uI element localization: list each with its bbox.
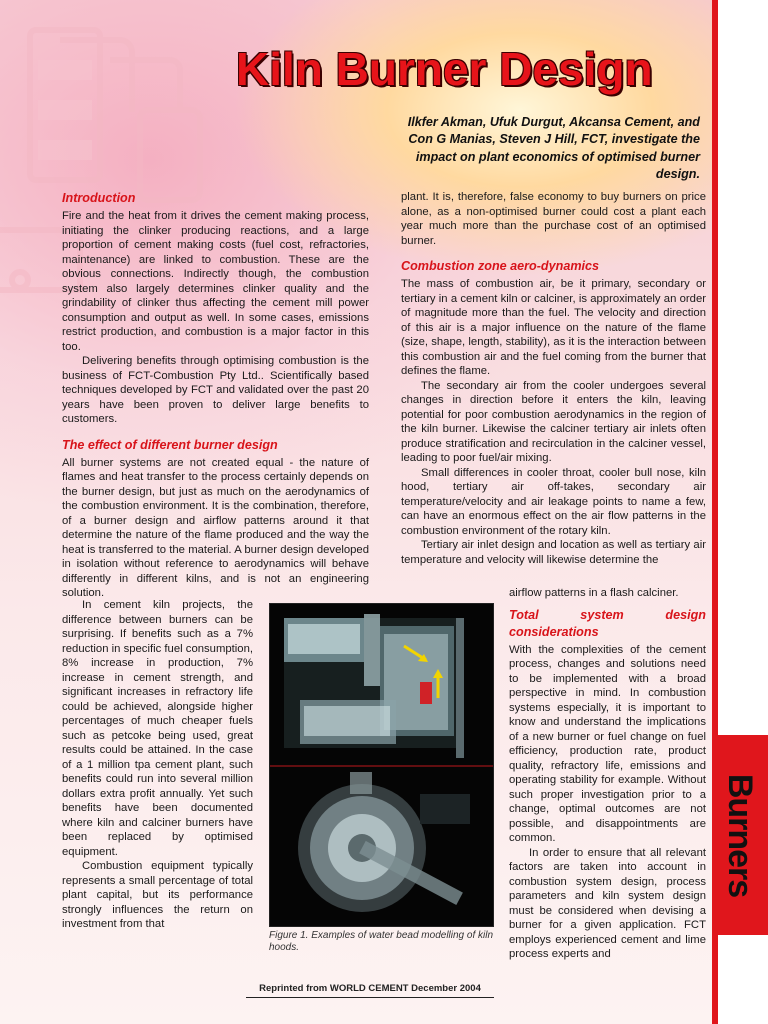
- heading-total-system-design: Total system design considerations: [509, 607, 706, 639]
- kiln-hood-model-illustration: [270, 604, 493, 926]
- footer-prefix: Reprinted from: [259, 983, 328, 994]
- article-standfirst: Ilkfer Akman, Ufuk Durgut, Akcansa Cement, and Con G Manias, Steven J Hill, FCT, investigate the impact on plant economics of optimised burner design.: [407, 115, 700, 181]
- aero-paragraph-4-end: airflow patterns in a flash calciner.: [509, 587, 679, 599]
- aero-paragraph-4: [401, 538, 706, 567]
- intro-paragraph-1: Fire and the heat from it drives the cement making process, initiating the clinker producing reactions, and a large proportion of cement making costs (fuel cost, refractories, maintenance) are linked to combustion. These are the obvious connections. Indirectly though, the combustion system also largely determines clinker quality and the grindability of clinker thus affecting the cement mill power consumption and output as well. In some cases, emissions restrict production, and combustion is a major factor in this too.: [62, 210, 369, 353]
- reprint-footer: [246, 983, 494, 994]
- footer-rule: [246, 997, 494, 998]
- heading-burner-design-effect: The effect of different burner design: [62, 437, 278, 452]
- effect-paragraph-1: All burner systems are not created equal - the nature of flames and heat transfer to the process certainly depends on the burner design, but just as much on the aerodynamics of the combustion environment. It is the combination, therefore, of a burner design and airflow patterns around it that determine the nature of the flame produced and the way the heat is transferred to the material. A burner design developed in isolation without reference to aerodynamics will behave differently in different kilns, and is not an engineering solution.: [62, 456, 369, 599]
- intro-paragraph-2: Delivering benefits through optimising combustion is the business of FCT-Combustion Pty Ltd.. Scientifically based techniques developed by FCT and validated over the past 20 years have been proven to deliver large benefits to customers.: [62, 355, 369, 425]
- effect-paragraph-3: Combustion equipment typically represents a small percentage of total plant capital, but its performance strongly influences the return on investment from that: [62, 860, 253, 930]
- article-title: Kiln Burner Design: [236, 43, 653, 95]
- left-column-upper: [62, 190, 369, 601]
- heading-aerodynamics: Combustion zone aero-dynamics: [401, 259, 600, 273]
- continued-paragraph: plant. It is, therefore, false economy to buy burners on price alone, as a non-optimised burner could cost a plant each year much more than the purchase cost of an optimised burner.: [401, 191, 706, 247]
- section-tab-label: Burners: [721, 773, 760, 897]
- section-tab: [712, 745, 768, 925]
- right-column-upper: [401, 190, 706, 567]
- heading-introduction: Introduction: [62, 191, 136, 205]
- footer-publication: WORLD CEMENT: [329, 983, 409, 994]
- aero-paragraph-4-start: Tertiary air inlet design and location as well as tertiary air temperature and velocity will likewise determine the: [401, 539, 706, 566]
- right-column-lower: [509, 587, 706, 962]
- total-paragraph-1: With the complexities of the cement process, changes and solutions need to be implemented with a broad perspective in mind. In combustion systems especially, it is important to know and understand the implications of a new burner or fuel change on fuel efficiency, production rate, product quality, refractory life, emissions and operating stability for example. Without such proper investigation prior to a change, optimal outcomes are not possible, and disappointments are common.: [509, 643, 706, 844]
- footer-date: December 2004: [411, 983, 481, 994]
- left-column-lower: [62, 598, 253, 932]
- aero-paragraph-1: The mass of combustion air, be it primary, secondary or tertiary in a cement kiln or calciner, is approximately an order of magnitude more than the fuel. The velocity and direction of this air is a major influence on the nature of the flame (size, shape, length, stability), as it is the interaction between this combustion air and the fuel coming from the burner that defines the flame.: [401, 278, 706, 377]
- aero-paragraph-2: The secondary air from the cooler undergoes several changes in direction before it enters the kiln, leaving potential for poor combustion aerodynamics in the region of the kiln burner. Likewise the calciner tertiary air inlets often produce stratification and recirculation in the calciner vessel, leading to poor fuel/air mixing.: [401, 379, 706, 464]
- effect-paragraph-2: In cement kiln projects, the difference between burners can be surprising. If benefits such as a 7% reduction in specific fuel consumption, 8% increase in production, 7% increase in cement strength, and significant increases in refractory life could be achieved, alongside higher percentages of much cheaper fuels such as petcoke being used, great results could be attained. In the case of a 1 million tpa cement plant, such benefits could run into several million dollars extra profit annually. Yet such benefits have been documented where kiln and calciner burners have been replaced by optimised equipment.: [62, 599, 253, 858]
- figure-1-caption: Figure 1. Examples of water bead modelling of kiln hoods.: [269, 930, 494, 953]
- aero-paragraph-3: Small differences in cooler throat, cooler bull nose, kiln hood, tertiary air off-takes, secondary air temperature/velocity and air leakage points to name a few, can have an enormous effect on the air flow patterns in the combustion environment of the rotary kiln.: [401, 466, 706, 537]
- total-paragraph-2: In order to ensure that all relevant factors are taken into account in combustion system design, process parameters and kiln system design must be considered when devising a burner for a given application. FCT employs experienced cement and lime process experts and: [509, 846, 706, 960]
- figure-1-photo: [269, 603, 494, 927]
